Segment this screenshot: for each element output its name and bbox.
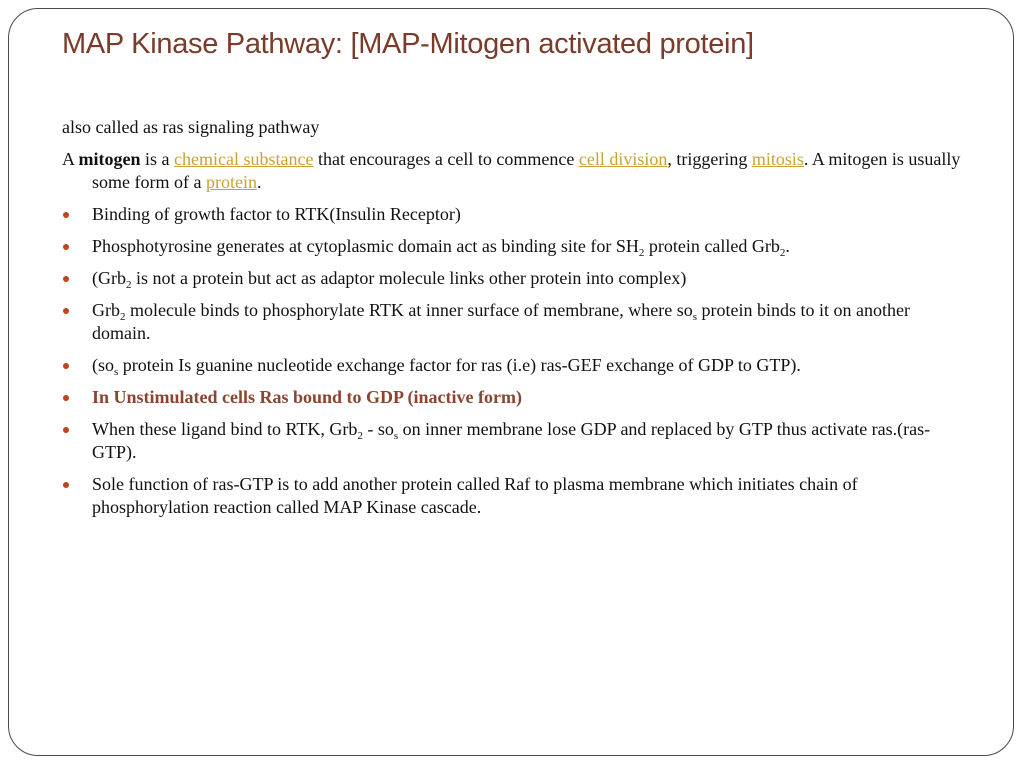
bullet-text: When these ligand bind to RTK, Grb [92, 419, 358, 439]
mitogen-definition [62, 148, 972, 194]
definition-text: A [62, 149, 79, 169]
bullet-growth-factor-binding [62, 203, 972, 226]
slide-title: MAP Kinase Pathway: [MAP-Mitogen activated protein] [62, 28, 754, 60]
subscript: 2 [357, 430, 363, 442]
bullet-sos-gef [62, 354, 972, 377]
bullet-text: (so [92, 355, 114, 375]
bullet-text: . [785, 236, 790, 256]
bullet-text: protein called Grb [644, 236, 780, 256]
subscript: 2 [120, 311, 126, 323]
bullet-text-highlighted: In Unstimulated cells Ras bound to GDP (inactive form) [92, 387, 523, 407]
bullet-grb2-binding [62, 299, 972, 345]
protein-link[interactable]: protein [205, 172, 257, 192]
bullet-ras-gtp-function [62, 473, 972, 519]
definition-text: . A mitogen is usually some form of a [92, 149, 961, 192]
bullet-text: (Grb [92, 268, 126, 288]
bullet-phosphotyrosine [62, 235, 972, 258]
bullet-text: Grb [92, 300, 120, 320]
definition-text: . [256, 172, 262, 192]
intro-text: also called as ras signaling pathway [62, 117, 320, 137]
bullet-text: on inner membrane lose GDP and replaced by GTP thus activate ras.(ras- GTP). [92, 419, 931, 462]
mitogen-term: mitogen [78, 149, 141, 169]
bullet-text: protein binds to it on another domain. [92, 300, 910, 343]
definition-text: , triggering [667, 149, 752, 169]
definition-text: that encourages a cell to commence [313, 149, 579, 169]
subscript: 2 [126, 279, 132, 291]
subscript: 2 [779, 247, 786, 259]
bullet-text: - so [362, 419, 394, 439]
bullet-text: Sole function of ras-GTP is to add another protein called Raf to plasma membrane which initiates chain of phosphorylation reaction called MAP Kinase cascade. [92, 474, 858, 517]
bullet-list [62, 203, 972, 519]
bullet-text: Binding of growth factor to RTK(Insulin Receptor) [92, 204, 461, 224]
bullet-text: Phosphotyrosine generates at cytoplasmic domain act as binding site for SH [92, 236, 639, 256]
bullet-text: is not a protein but act as adaptor molecule links other protein into complex) [131, 268, 687, 288]
subscript: s [393, 430, 399, 442]
bullet-text: protein Is guanine nucleotide exchange factor for ras (i.e) ras-GEF exchange of GDP to GTP). [118, 355, 801, 375]
subscript: s [692, 311, 698, 323]
subscript: s [114, 366, 119, 378]
bullet-text: molecule binds to phosphorylate RTK at inner surface of membrane, where so [125, 300, 693, 320]
mitosis-link[interactable]: mitosis [751, 149, 804, 169]
slide-body [62, 116, 972, 528]
cell-division-link[interactable]: cell division [578, 149, 668, 169]
bullet-ligand-binding [62, 418, 972, 464]
bullet-grb2-adaptor [62, 267, 972, 290]
bullet-unstimulated-cells [62, 386, 972, 409]
chemical-substance-link[interactable]: chemical substance [174, 149, 314, 169]
subscript: 2 [638, 247, 645, 259]
definition-text: is a [140, 149, 175, 169]
